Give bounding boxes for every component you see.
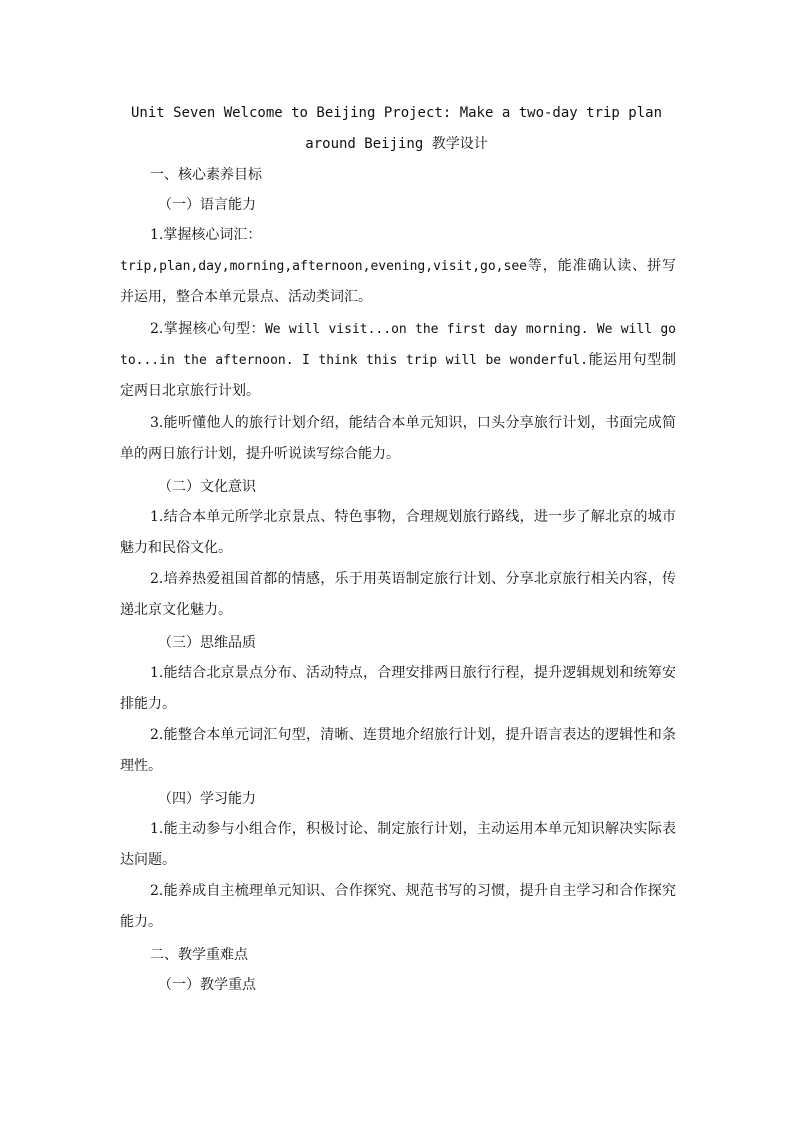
sentences-label: 2.掌握核心句型： <box>150 321 265 337</box>
paragraph-listening-speaking: 3.能听懂他人的旅行计划介绍，能结合本单元知识，口头分享旅行计划，书面完成简单的两日旅行计划，提升听说读写综合能力。 <box>120 415 676 462</box>
section-heading-key-difficulties: 二、教学重难点 <box>150 947 248 963</box>
subheading-cultural-awareness: （二）文化意识 <box>158 479 256 495</box>
paragraph-thinking-1: 1.能结合北京景点分布、活动特点，合理安排两日旅行行程，提升逻辑规划和统筹安排能力。 <box>120 665 676 712</box>
paragraph-learning-1: 1.能主动参与小组合作，积极讨论、制定旅行计划，主动运用本单元知识解决实际表达问题。 <box>120 821 676 868</box>
paragraph-culture-1: 1.结合本单元所学北京景点、特色事物，合理规划旅行路线，进一步了解北京的城市魅力和民俗文化。 <box>120 509 676 556</box>
subheading-teaching-focus: （一）教学重点 <box>158 977 256 993</box>
paragraph-core-sentences <box>120 314 676 407</box>
vocabulary-text: 等，能准确认读、拼写并运用，整合本单元景点、活动类词汇。 <box>120 258 676 305</box>
paragraph-learning-2: 2.能养成自主梳理单元知识、合作探究、规范书写的习惯，提升自主学习和合作探究能力。 <box>120 883 676 930</box>
document-title: Unit Seven Welcome to Beijing Project: Make a two-day trip plan around Beijing 教学设计 <box>130 105 662 152</box>
subheading-thinking-quality: （三）思维品质 <box>158 635 256 651</box>
subheading-learning-ability: （四）学习能力 <box>158 791 256 807</box>
sentences-text: 能运用句型制定两日北京旅行计划。 <box>120 352 676 399</box>
sentences-examples: We will visit...on the first day morning. We will go to...in the afternoon. I think this trip will be wonderful. <box>120 322 676 368</box>
vocabulary-words: trip,plan,day,morning,afternoon,evening,visit,go,see <box>120 259 527 274</box>
section-heading-core-goals: 一、核心素养目标 <box>150 167 262 183</box>
subheading-language-ability: （一）语言能力 <box>158 197 256 213</box>
paragraph-core-vocabulary <box>120 220 676 313</box>
paragraph-thinking-2: 2.能整合本单元词汇句型，清晰、连贯地介绍旅行计划，提升语言表达的逻辑性和条理性。 <box>120 727 676 774</box>
vocabulary-label: 1.掌握核心词汇： <box>150 227 262 243</box>
paragraph-culture-2: 2.培养热爱祖国首都的情感，乐于用英语制定旅行计划、分享北京旅行相关内容，传递北京文化魅力。 <box>120 571 676 618</box>
